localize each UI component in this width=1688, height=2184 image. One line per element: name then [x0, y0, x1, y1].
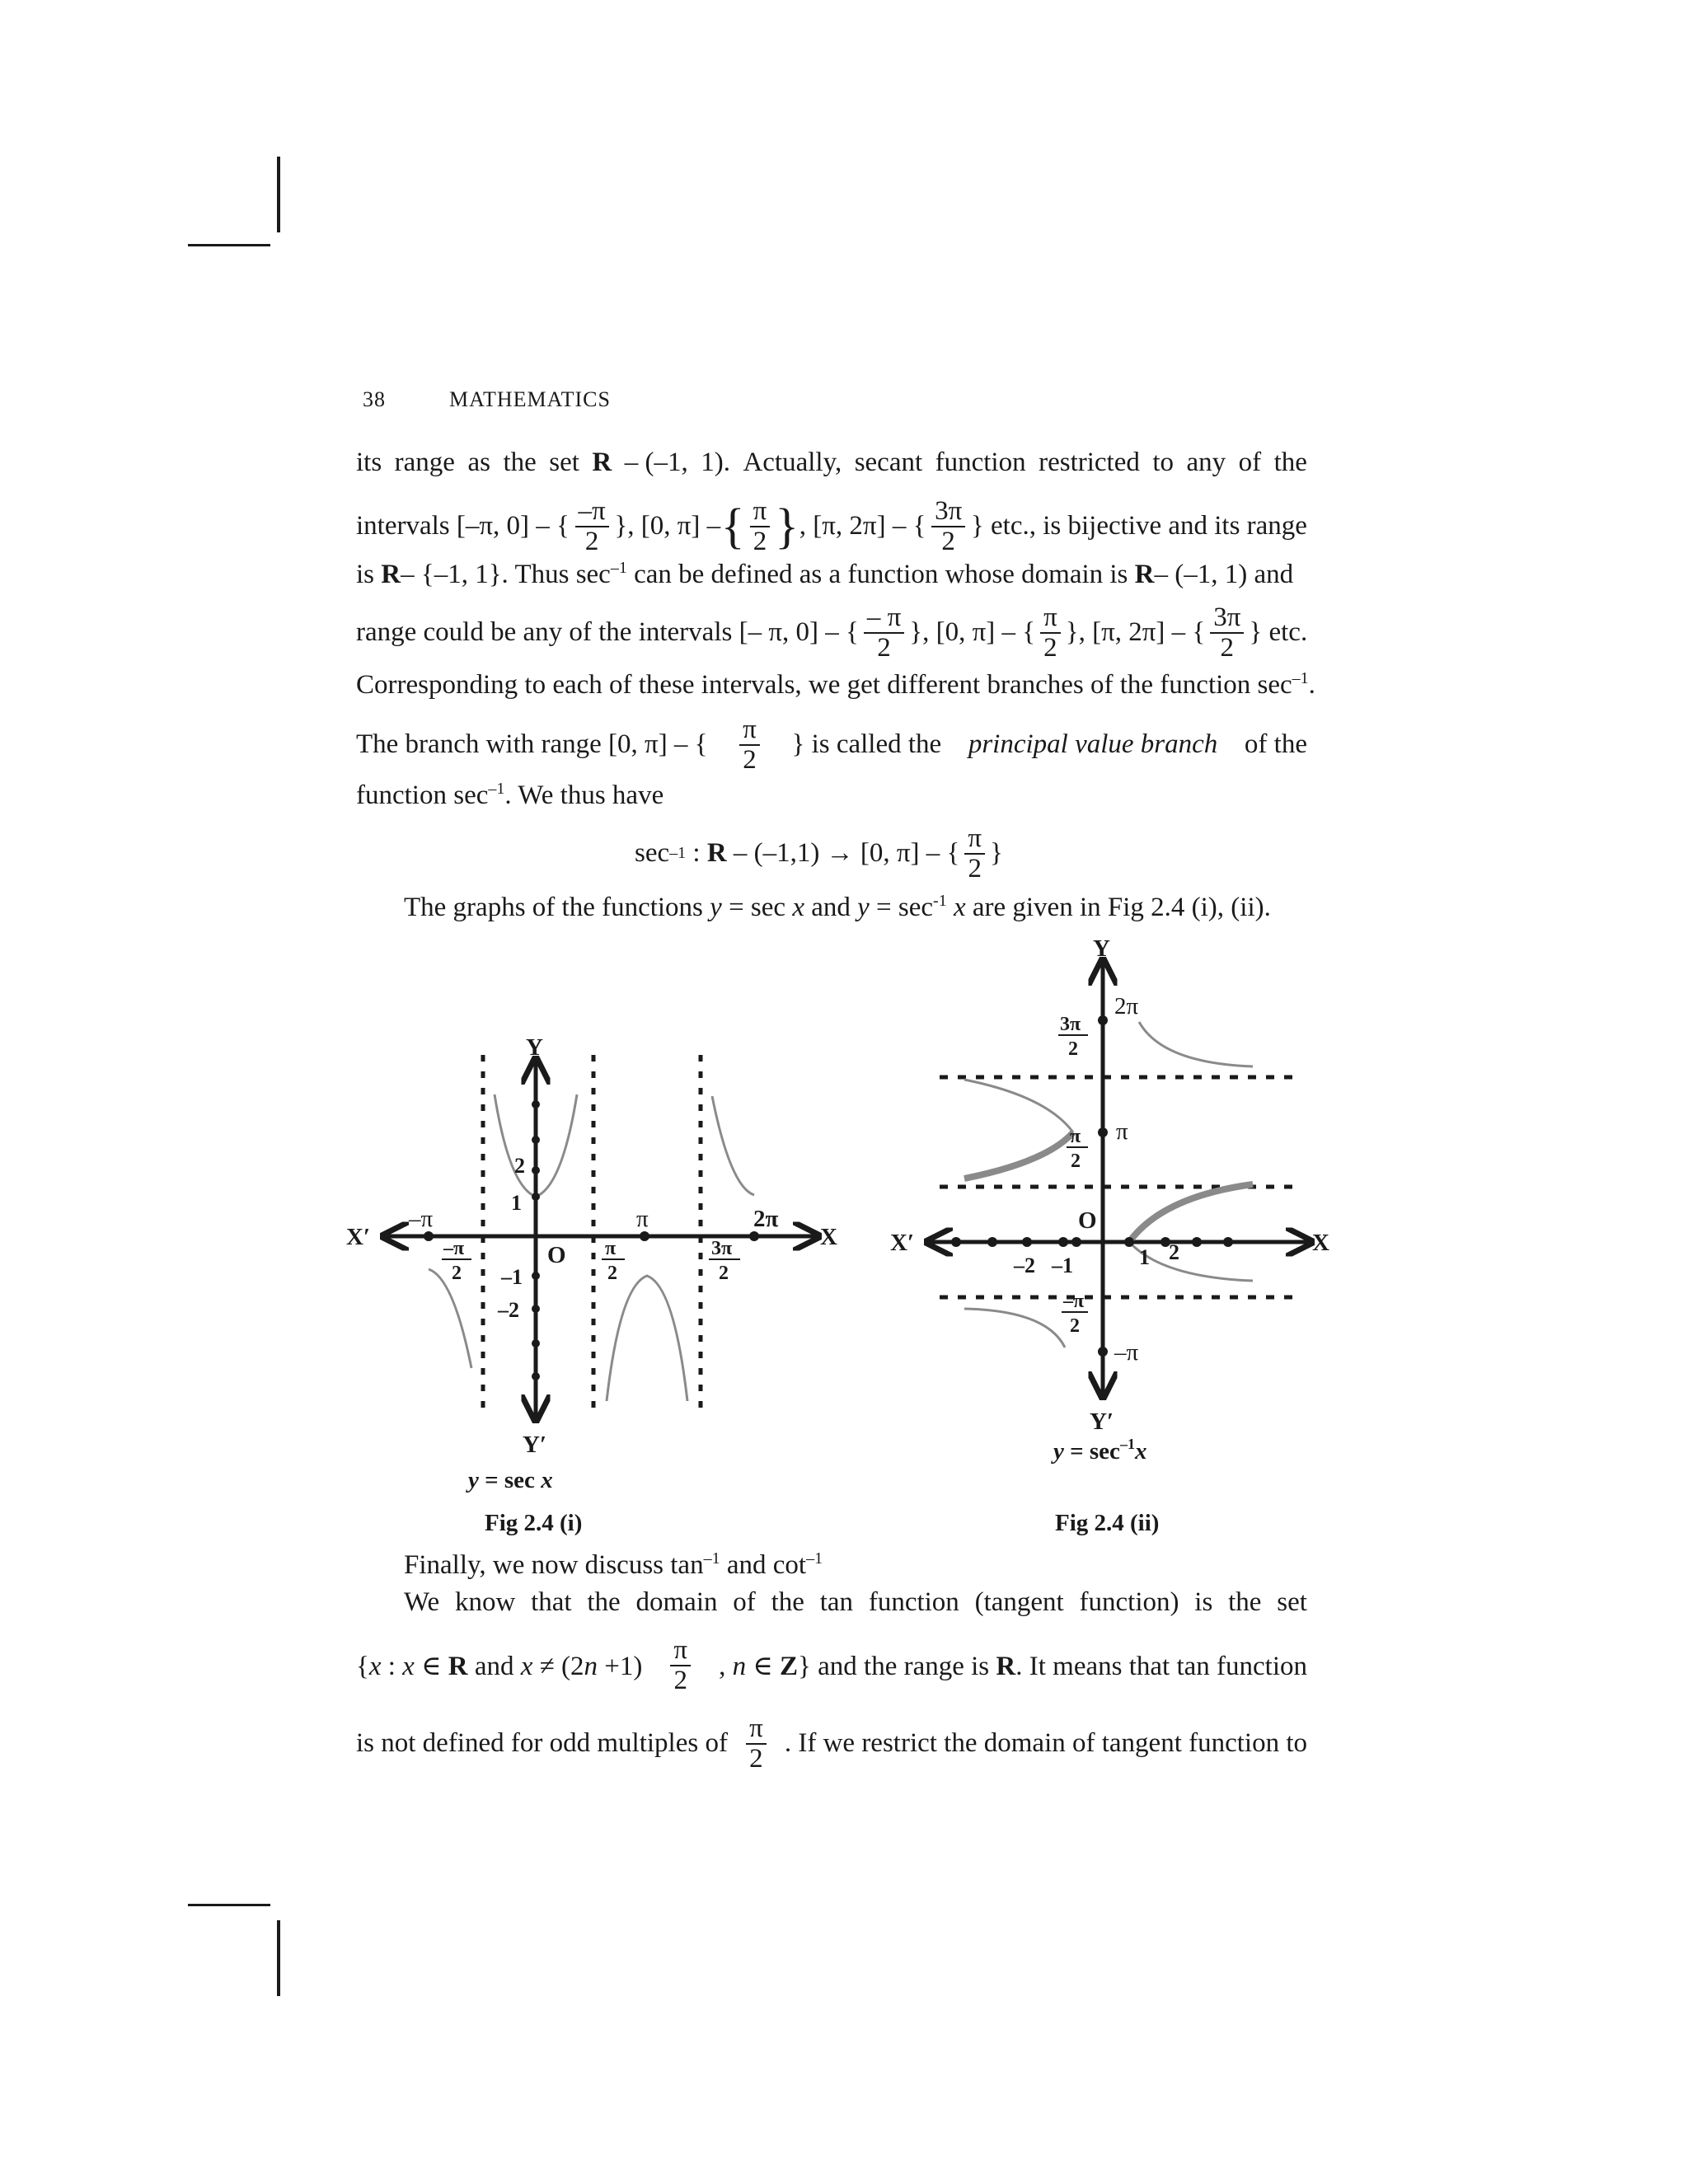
word: secant: [854, 448, 923, 477]
tick-neg-pi: –π: [409, 1206, 434, 1232]
word: 1).: [701, 448, 730, 477]
text-line-6: The branch with range [0, π] – { $\frac{\pi}{2}$ } is called the principal value branch of the: [356, 715, 1307, 775]
fraction: $\frac{\pi}{2}$: [1040, 603, 1061, 662]
word: range: [394, 448, 455, 477]
tick-3half-pi-num: 3π: [1060, 1014, 1081, 1035]
tick-x-m1: –1: [1052, 1254, 1073, 1277]
fraction: $\frac{3\pi}{2}$: [1210, 603, 1244, 662]
text-line-9: Finally, we now discuss $\tan^{-1}$ and $\cot^{-1}$: [404, 1549, 823, 1580]
text: }, [0, π] –: [614, 511, 721, 541]
word: the: [1228, 1587, 1262, 1617]
fraction: $\frac{\pi}{2}$: [964, 824, 985, 883]
word: is: [1194, 1587, 1213, 1617]
word: the: [587, 1587, 621, 1617]
word: function: [868, 1587, 959, 1617]
page-number: 38: [363, 387, 386, 411]
tick-y-2: 2: [514, 1154, 525, 1178]
axis-label-x: X: [1312, 1230, 1329, 1256]
word: Actually,: [743, 448, 842, 477]
arcsec-curve: [964, 1309, 1065, 1347]
word: R: [592, 448, 612, 477]
word: to: [1152, 448, 1175, 477]
tick-den: 2: [607, 1263, 617, 1284]
word: domain: [635, 1587, 718, 1617]
figure-caption: Fig 2.4 (ii): [1055, 1510, 1160, 1536]
text-line-7: function $\sec^{-1}$. We thus have: [356, 780, 664, 810]
text: , [π, 2π] – {: [799, 511, 926, 541]
word: function): [1079, 1587, 1179, 1617]
text-line-2: [356, 497, 1307, 555]
arcsec-curve: [964, 1132, 1073, 1179]
tick-neg-pi: –π: [1114, 1339, 1139, 1366]
running-header: MATHEMATICS: [449, 387, 611, 411]
arcsec-curve: [964, 1080, 1073, 1132]
word: function: [935, 448, 1026, 477]
equation: $y = \sec^{-1}x$: [1053, 1436, 1147, 1465]
tick-y-m2: –2: [498, 1298, 519, 1322]
equation: y = sec x: [468, 1467, 553, 1493]
word: the: [503, 448, 537, 477]
fraction: $\frac{- \pi}{2}$: [864, 603, 904, 662]
axis-label-y: Y: [526, 1034, 543, 1061]
fraction: $\frac{\pi}{2}$: [739, 715, 760, 774]
tick-2pi: 2π: [1114, 993, 1139, 1019]
word: restricted: [1039, 448, 1140, 477]
word: the: [771, 1587, 804, 1617]
tick-neg-half-pi-num: –π: [443, 1238, 465, 1259]
word: set: [549, 448, 579, 477]
word: We: [404, 1587, 440, 1617]
tick-pi: π: [636, 1206, 649, 1232]
word: that: [531, 1587, 572, 1617]
word: of: [1238, 448, 1262, 477]
text-line-10: [404, 1587, 1307, 1618]
origin-label: O: [1078, 1207, 1097, 1234]
word: as: [467, 448, 490, 477]
sec-curve: [607, 1276, 687, 1401]
fraction: $\frac{\pi}{2}$: [750, 497, 771, 555]
word: set: [1277, 1587, 1307, 1617]
axis-label-y: Y: [1093, 935, 1110, 962]
crop-mark-top-horizontal: [188, 244, 270, 246]
text-line-1: [356, 448, 1307, 478]
axis-label-x-neg: X′: [346, 1224, 371, 1250]
display-formula: sec –1 : R – (–1,1) → [0, π] – { $\frac{\pi}{2}$ }: [635, 823, 1003, 883]
text-line-4: range could be any of the intervals [– π, 0] – { $\frac{- \pi}{2}$ }, [0, π] – { $\frac{\pi}{2}$ }, [π, 2π] – { $\frac{3\pi}{2}$ } etc.: [356, 602, 1308, 663]
word: (tangent: [974, 1587, 1064, 1617]
tick-x-2: 2: [1169, 1240, 1179, 1264]
arcsec-curve: [1129, 1184, 1253, 1242]
word: of: [733, 1587, 756, 1617]
figure-sec-graph: [346, 1022, 857, 1541]
tick-den: 2: [452, 1263, 462, 1284]
word: the: [1273, 448, 1307, 477]
tick-neg-half-pi-num: –π: [1063, 1291, 1085, 1312]
word: any: [1186, 448, 1226, 477]
axis-label-y-neg: Y′: [523, 1432, 547, 1458]
tick-den: 2: [1070, 1315, 1080, 1337]
text-line-8: The graphs of the functions y = sec x and $y = \sec^{-1} x$ are given in Fig 2.4 (i), (ii).: [404, 892, 1271, 922]
fraction: $\frac{\pi}{2}$: [746, 1714, 767, 1773]
text-line-3: is R– {–1, 1}. Thus $\sec^{-1}$ can be defined as a function whose domain is R– (–1, 1) and: [356, 559, 1294, 589]
text-line-11: {x : x ∈ R and x ≠ (2n +1) $\frac{\pi}{2}$ , n ∈ Z} and the range is R. It means that tan function: [356, 1635, 1307, 1695]
tick-half-pi-num: π: [605, 1238, 617, 1259]
tick-x-1: 1: [1139, 1245, 1150, 1269]
text: intervals [–π, 0] – {: [356, 511, 570, 541]
word: know: [454, 1587, 516, 1617]
tick-2pi: 2π: [753, 1206, 779, 1232]
tick-den: 2: [719, 1263, 729, 1284]
tick-den: 2: [1068, 1038, 1078, 1060]
word: its: [356, 448, 382, 477]
crop-mark-bottom-horizontal: [188, 1904, 270, 1906]
tick-pi: π: [1116, 1118, 1128, 1145]
axis-label-y-neg: Y′: [1090, 1408, 1114, 1435]
word: – (–1,: [624, 448, 688, 477]
tick-y-1: 1: [511, 1191, 522, 1215]
fraction: $\frac{3\pi}{2}$: [931, 497, 965, 555]
sec-curve: [712, 1096, 754, 1195]
text-line-5: Corresponding to each of these intervals, we get different branches of the function $\sec^{-1}$.: [356, 669, 1315, 700]
figure-caption: Fig 2.4 (i): [485, 1510, 583, 1536]
fraction: $\frac{-\pi}{2}$: [575, 497, 609, 555]
tick-x-m2: –2: [1014, 1254, 1035, 1277]
arcsec-curve: [1139, 1022, 1253, 1066]
word: tan: [819, 1587, 854, 1617]
tick-half-pi-num: π: [1070, 1126, 1081, 1147]
tick-den: 2: [1071, 1151, 1081, 1172]
tick-3half-pi-num: 3π: [711, 1238, 733, 1259]
axis-label-x: X: [820, 1224, 837, 1250]
tick-y-m1: –1: [501, 1265, 523, 1289]
origin-label: O: [547, 1242, 566, 1268]
axis-label-x-neg: X′: [890, 1230, 915, 1256]
brace-group: { $\frac{\pi}{2}$ }: [720, 496, 799, 556]
sec-curve: [429, 1269, 471, 1368]
crop-mark-top-vertical: [277, 157, 280, 232]
text-line-12: is not defined for odd multiples of $\frac{\pi}{2}$ . If we restrict the domain of tangent function to: [356, 1713, 1307, 1774]
figure-arcsec-graph: [890, 923, 1352, 1541]
text: } etc., is bijective and its range: [970, 511, 1307, 541]
fraction: $\frac{\pi}{2}$: [670, 1636, 691, 1694]
crop-mark-bottom-vertical: [277, 1920, 280, 1996]
